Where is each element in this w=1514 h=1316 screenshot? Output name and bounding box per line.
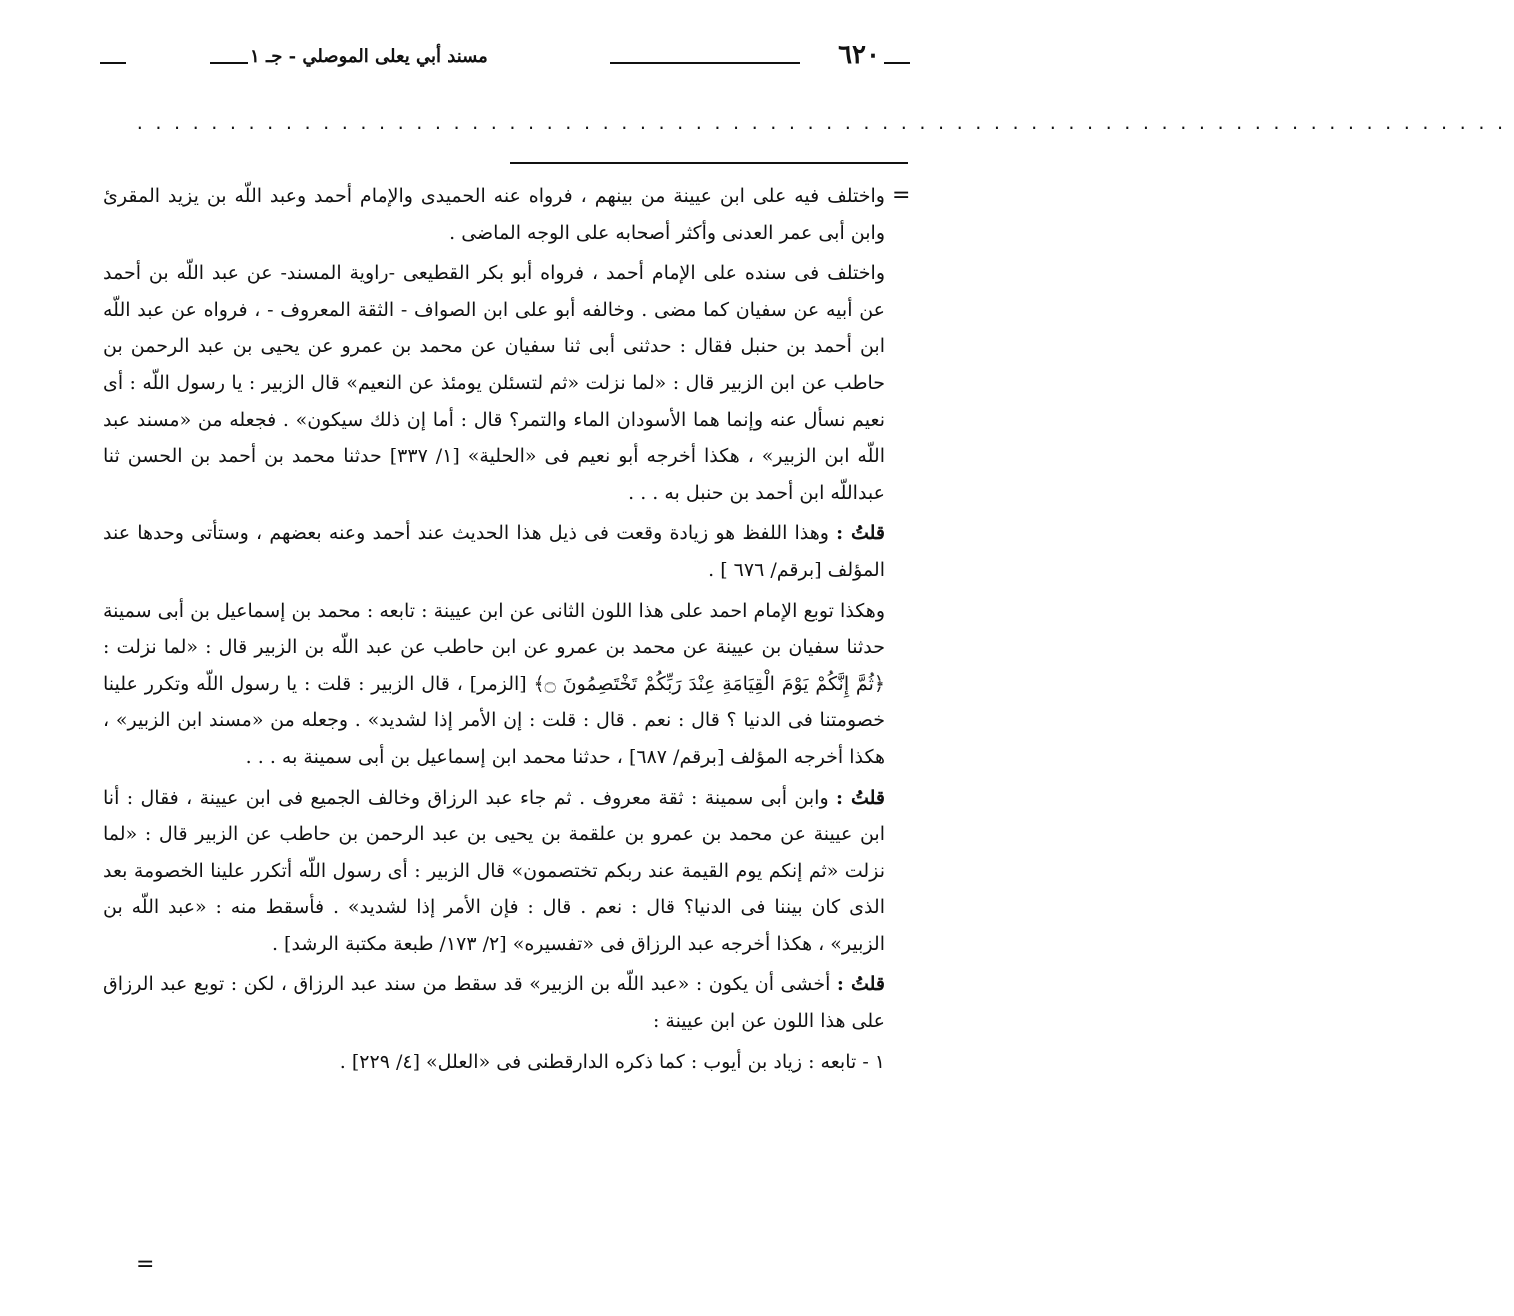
- header-rule: [210, 62, 248, 64]
- paragraph-lead: قلتُ :: [836, 786, 885, 809]
- paragraph: [103, 780, 885, 963]
- paragraph: [103, 515, 885, 588]
- continuation-marker-top: =: [892, 183, 911, 208]
- dotted-separator: ..........................................................................: [135, 114, 1514, 133]
- paragraph: [103, 1044, 885, 1081]
- running-title: مسند أبي يعلى الموصلي - جـ ١: [250, 46, 488, 67]
- paragraph: [103, 593, 885, 776]
- page-number: ٦٢٠: [838, 40, 880, 70]
- paragraph-text: وابن أبى سمينة : ثقة معروف . ثم جاء عبد الرزاق وخالف الجميع فى ابن عيينة ، فقال : أنا ابن عيينة عن محمد بن عمرو بن علقمة بن يحيى بن عبد الرحمن بن حاطب عن الزبير قال : «لما نزلت «ثم إنكم يوم القيمة عند ربكم تختصمون» قال الزبير : أى رسول اللّه أتكرر علينا الخصومة بعد الذى كان بيننا فى الدنيا؟ قال : نعم . قال : فإن الأمر إذا لشديد» . فأسقط منه : «عبد اللّه بن الزبير» ، هكذا أخرجه عبد الرزاق فى «تفسيره» [٢/ ١٧٣/ طبعة مكتبة الرشد] .: [103, 786, 885, 955]
- paragraph-text: واختلف فى سنده على الإمام أحمد ، فرواه أبو بكر القطيعى -راوية المسند- عن عبد اللّه بن أحمد عن أبيه عن سفيان كما مضى . وخالفه أبو على ابن الصواف - الثقة المعروف - ، فرواه عن عبد اللّه ابن أحمد بن حنبل فقال : حدثنى أبى ثنا سفيان عن محمد بن عمرو عن يحيى بن عبد الرحمن بن حاطب عن ابن الزبير قال : «لما نزلت «ثم لتسئلن يومئذ عن النعيم» قال الزبير : يا رسول اللّه : أى نعيم نسأل عنه وإنما هما الأسودان الماء والتمر؟ قال : أما إن ذلك سيكون» . فجعله من «مسند عبد اللّه ابن الزبير» ، هكذا أخرجه أبو نعيم فى «الحلية» [١/ ٣٣٧] حدثنا محمد بن أحمد بن الحسن ثنا عبداللّه ابن أحمد بن حنبل به . . .: [103, 262, 885, 504]
- header-rule: [100, 62, 126, 64]
- paragraph-text: وهكذا توبع الإمام احمد على هذا اللون الثانى عن ابن عيينة : تابعه : محمد بن إسماعيل بن أبى سمينة حدثنا سفيان بن عيينة عن محمد بن عمرو عن ابن حاطب عن عبد اللّه بن الزبير قال : «لما نزلت : ﴿ثُمَّ إِنَّكُمْ يَوْمَ الْقِيَامَةِ عِنْدَ رَبِّكُمْ تَخْتَصِمُونَ ۝﴾ [الزمر] ، قال الزبير : قلت : يا رسول اللّه وتكرر علينا خصومتنا فى الدنيا ؟ قال : نعم . قال : قلت : إن الأمر إذا لشديد» . وجعله من «مسند ابن الزبير» ، هكذا أخرجه المؤلف [برقم/ ٦٨٧] ، حدثنا محمد ابن إسماعيل بن أبى سمينة به . . .: [103, 599, 885, 768]
- paragraph-text: أخشى أن يكون : «عبد اللّه بن الزبير» قد سقط من سند عبد الرزاق ، لكن : توبع عبد الرزاق على هذا اللون عن ابن عيينة :: [103, 973, 885, 1033]
- paragraph: [103, 255, 885, 511]
- page-header: [100, 40, 910, 80]
- header-rule: [610, 62, 800, 64]
- footnote-body: [103, 178, 885, 1080]
- paragraph: [103, 178, 885, 251]
- header-rule: [884, 62, 910, 64]
- paragraph-lead: قلتُ :: [836, 522, 885, 545]
- paragraph-text: ١ - تابعه : زياد بن أيوب : كما ذكره الدارقطنى فى «العلل» [٤/ ٢٢٩] .: [339, 1050, 885, 1073]
- continuation-marker-bottom: =: [136, 1252, 155, 1277]
- paragraph-lead: قلتُ :: [836, 973, 885, 996]
- paragraph-text: واختلف فيه على ابن عيينة من بينهم ، فرواه عنه الحميدى والإمام أحمد وعبد اللّه بن يزيد المقرئ وابن أبى عمر العدنى وأكثر أصحابه على الوجه الماضى .: [103, 185, 885, 244]
- footnote-separator: [510, 162, 908, 164]
- paragraph-text: وهذا اللفظ هو زيادة وقعت فى ذيل هذا الحديث عند أحمد وعنه بعضهم ، وستأتى وحدها عند المؤلف [برقم/ ٦٧٦ ] .: [103, 522, 885, 581]
- paragraph: [103, 966, 885, 1039]
